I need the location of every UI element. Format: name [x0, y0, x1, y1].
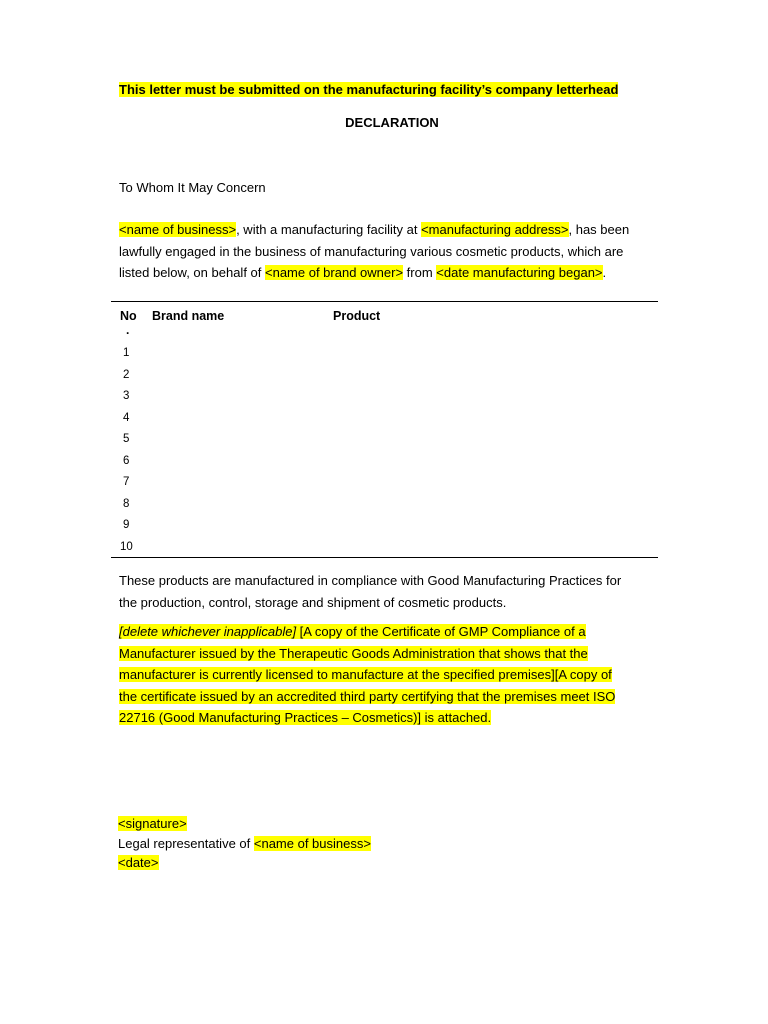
table-row-number: 5 — [123, 433, 130, 445]
intro-line-2: lawfully engaged in the business of manufacturing various cosmetic products, which are — [119, 243, 624, 259]
certificate-line-5-text: 22716 (Good Manufacturing Practices – Cosmetics)] is attached. — [119, 710, 492, 725]
date-line — [118, 853, 371, 873]
intro-text-2: , has been — [568, 222, 630, 237]
signature-business-placeholder: <name of business> — [253, 835, 371, 851]
certificate-line-2 — [119, 643, 664, 665]
certificate-line-5 — [119, 707, 664, 729]
certificate-line-3-text: manufacturer is currently licensed to manufacture at the specified premises][A copy of — [119, 667, 612, 682]
document-title: DECLARATION — [345, 115, 439, 130]
table-header-brand: Brand name — [152, 309, 225, 323]
certificate-line-4 — [119, 686, 664, 708]
certificate-line-3 — [119, 664, 664, 686]
intro-line-1 — [119, 219, 664, 241]
intro-line-3 — [119, 262, 664, 284]
compliance-line-2: the production, control, storage and shipment of cosmetic products. — [119, 594, 507, 610]
brand-owner-placeholder: <name of brand owner> — [265, 265, 404, 280]
table-row-number: 1 — [123, 347, 130, 359]
intro-text-5: . — [602, 265, 607, 280]
table-header-no: No — [120, 309, 137, 323]
table-header-product: Product — [333, 309, 381, 323]
table-row-number: 6 — [123, 454, 130, 467]
certificate-line-1-highlight — [119, 624, 586, 639]
intro-paragraph — [119, 219, 664, 284]
table-row-number: 2 — [123, 368, 130, 381]
table-row-number: 3 — [123, 390, 130, 402]
table-row-number: 9 — [123, 519, 130, 531]
letterhead-notice-text: This letter must be submitted on the manufacturing facility’s company letterhead — [119, 82, 619, 97]
table-row-number: 8 — [123, 497, 130, 510]
date-began-placeholder: <date manufacturing began> — [436, 265, 603, 280]
certificate-line-1 — [119, 621, 664, 643]
products-table — [111, 301, 658, 558]
business-name-placeholder: <name of business> — [119, 222, 237, 237]
manufacturing-address-placeholder: <manufacturing address> — [421, 222, 569, 237]
salutation: To Whom It May Concern — [119, 180, 266, 195]
signature-block — [118, 814, 371, 873]
certificate-line-2-text: Manufacturer issued by the Therapeutic Goods Administration that shows that the — [119, 645, 588, 661]
compliance-line-1: These products are manufactured in compliance with Good Manufacturing Practices for — [119, 573, 622, 588]
letterhead-notice — [119, 82, 618, 98]
signature-date-placeholder: <date> — [118, 855, 159, 870]
compliance-paragraph — [119, 570, 664, 613]
representative-label: Legal representative of — [118, 835, 254, 851]
delete-instruction: [delete whichever inapplicable] — [119, 624, 297, 639]
table-row-number: 7 — [123, 476, 130, 488]
certificate-line-4-text: the certificate issued by an accredited third party certifying that the premises meet ISO — [119, 688, 616, 704]
signature-line — [118, 814, 371, 834]
table-row-number: 4 — [123, 411, 130, 424]
table-row-number: 10 — [120, 540, 133, 553]
certificate-paragraph — [119, 621, 664, 729]
table-header-no-dot: . — [126, 323, 130, 337]
certificate-line-1-text: [A copy of the Certificate of GMP Compliance of a — [296, 624, 586, 639]
intro-text-1: , with a manufacturing facility at — [236, 222, 422, 237]
intro-text-3: listed below, on behalf of — [119, 265, 265, 280]
representative-line — [118, 834, 371, 854]
signature-placeholder: <signature> — [118, 816, 187, 831]
intro-text-4: from — [403, 265, 437, 280]
